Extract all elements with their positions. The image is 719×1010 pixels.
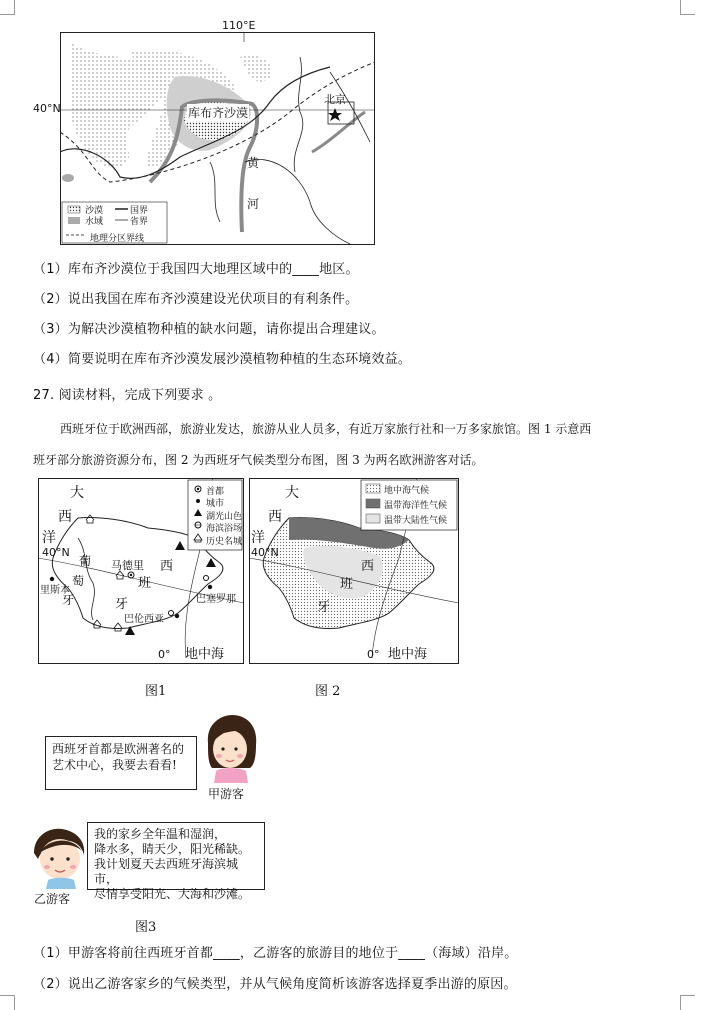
lisbon-label: 里斯本 [40,585,70,596]
fig1-zero-meridian: 0° [158,648,171,661]
fig2-legend-oceanic: 温带海洋性气候 [384,501,448,511]
fig1-latitude: 40°N [42,546,70,559]
tourist-b-line1: 我的家乡全年温和湿润， [94,827,227,841]
q27-paragraph-line2: 班牙部分旅游资源分布，图 2 为西班牙气候类型分布图，图 3 为两名欧洲游客对话。 [33,453,484,467]
fig1-label-tao: 萄 [72,574,85,588]
barcelona-label: 巴塞罗那 [196,594,236,605]
valencia-city-symbol [175,614,179,618]
fig1-caption: 图1 [145,684,167,699]
legend-desert-swatch [68,206,80,213]
fig1-legend-capital: 首都 [206,487,225,497]
question-26-2: （2）说出我国在库布齐沙漠建设光伏项目的有利条件。 [33,292,359,307]
corner-mark [680,0,695,15]
tourist-b-speech-bubble [87,822,265,901]
corner-mark [0,995,15,1010]
question-26-1: （1）库布齐沙漠位于我国四大地理区域中的____地区。 [33,262,359,277]
fig2-spain-ya: 牙 [317,600,331,615]
madrid-label: 马德里 [111,559,144,572]
map1-kubuqi [60,32,375,245]
tourist-a-girl-avatar [202,713,260,783]
legend-region-line-label: 地理分区界线 [90,234,145,244]
question-27-1: （1）甲游客将前往西班牙首都____，乙游客的旅游目的地位于____（海域）沿岸。 [33,946,518,961]
legend-provincial-border-label: 省界 [130,217,149,227]
fig1-label-yang: 洋 [42,530,56,546]
fig2-spain-xi: 西 [361,559,375,574]
beijing-label: 北京 [324,93,346,106]
fig1-label-pu: 葡 [79,554,92,568]
fig1-legend-scenic: 湖光山色 [206,512,243,522]
fig1-label-xi: 西 [58,509,72,525]
legend-water-label: 水域 [85,217,104,227]
fig2-label-xi: 西 [268,509,282,525]
fig2-legend-mediterranean: 地中海气候 [384,486,430,496]
tourist-b-boy-avatar [28,825,90,889]
fig1-spain-ban: 班 [138,576,152,591]
fig2-spain-ban: 班 [340,577,354,592]
valencia-label: 巴伦西亚 [124,614,164,625]
corner-mark [0,0,15,15]
fig1-legend-beach: 海滨浴场 [206,524,243,534]
fig2-label-da: 大 [285,485,299,501]
fig3-caption: 图3 [135,920,157,935]
question-27-2: （2）说出乙游客家乡的气候类型，并从气候角度简析该游客选择夏季出游的原因。 [33,977,517,992]
fig2-mediterranean: 地中海 [388,647,428,662]
legend-national-border-label: 国界 [130,206,149,216]
tourist-b-line4: 尽情享受阳光、大海和沙滩。 [94,887,251,901]
map1-longitude-label: 110°E [222,19,256,32]
fig1-spain-xi: 西 [160,559,174,574]
tourist-b-line3: 我计划夏天去西班牙海滨城市， [94,857,239,886]
question-27-title: 27. 阅读材料，完成下列要求 。 [33,388,222,403]
fig2-label-yang: 洋 [251,530,265,546]
fig1-mediterranean: 地中海 [185,647,225,662]
legend-water-swatch [68,217,80,224]
kubuqi-label: 库布齐沙漠 [188,106,249,120]
river-char-1: 黄 [247,156,260,170]
tourist-a-line1: 西班牙首都是欧洲著名的 [52,742,185,756]
fig1-legend-historic: 历史名城 [206,537,243,547]
tourist-b-line2: 降水多，睛天少，阳光稀缺。 [94,842,251,856]
question-26-3: （3）为解决沙漠植物种植的缺水问题，请你提出合理建议。 [33,322,385,337]
corner-mark [680,995,695,1010]
tourist-a-name: 甲游客 [208,787,245,801]
fig1-spain-ya: 牙 [115,597,129,612]
question-26-4: （4）简要说明在库布齐沙漠发展沙漠植物种植的生态环境效益。 [33,352,412,367]
map1-latitude-label: 40°N [33,102,61,115]
tourist-a-speech-bubble [45,736,197,790]
river-char-2: 河 [247,197,260,211]
fig1-label-da: 大 [70,485,84,501]
fig2-latitude: 40°N [251,546,279,559]
q27-paragraph-line1: 西班牙位于欧洲西部，旅游业发达，旅游从业人员多，有近万家旅行社和一万多家旅馆。图 1 示意西 [60,422,592,436]
fig1-legend-city: 城市 [206,499,225,509]
fig2-zero-meridian: 0° [367,648,380,661]
fig1-label-ya: 牙 [62,593,75,607]
fig2-legend-continental: 温带大陆性气候 [384,516,448,526]
fig2-caption: 图 2 [315,684,341,699]
tourist-b-name: 乙游客 [34,892,71,906]
legend-desert-label: 沙漠 [85,206,104,216]
barcelona-city-symbol [208,585,212,589]
tourist-a-line2: 艺术中心，我要去看看! [52,758,177,772]
